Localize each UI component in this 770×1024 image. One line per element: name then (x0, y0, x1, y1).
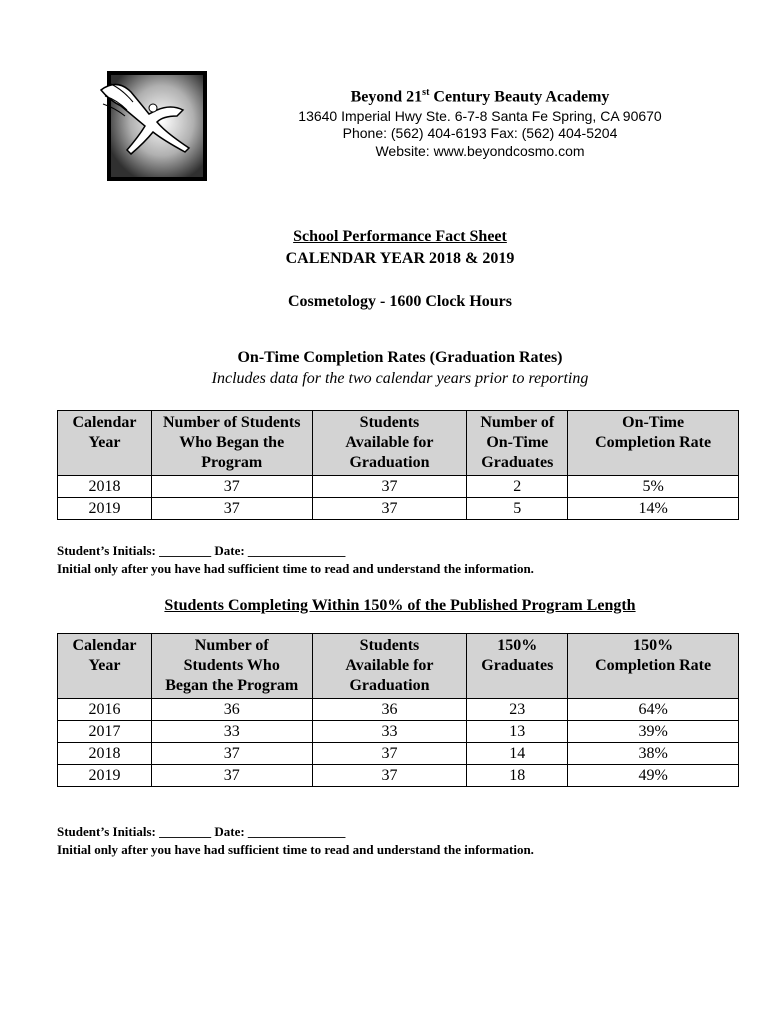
column-header-line: On-Time (486, 434, 549, 451)
table-row (58, 699, 739, 721)
academy-logo (97, 70, 209, 182)
table-cell: 14% (568, 498, 739, 520)
school-website: Website: www.beyondcosmo.com (375, 143, 585, 159)
column-header-line: On-Time (622, 414, 685, 431)
student-initials-line: Student’s Initials: ________ Date: _______________ (57, 543, 346, 558)
column-header-line: Graduates (481, 454, 554, 471)
table-cell: 5 (467, 498, 568, 520)
table-cell: 37 (151, 765, 312, 787)
school-name: Beyond 21st Century Beauty Academy (350, 87, 610, 106)
student-initials-line: Student’s Initials: ________ Date: _______________ (57, 824, 346, 839)
table-cell: 2019 (58, 765, 152, 787)
column-header-line: Number of (480, 414, 555, 431)
table-cell: 13 (467, 721, 568, 743)
table-row (58, 743, 739, 765)
initials-instruction: Initial only after you have had sufficient time to read and understand the information. (57, 561, 534, 576)
table-cell: 2016 (58, 699, 152, 721)
section1-subheading: Includes data for the two calendar years prior to reporting (211, 370, 589, 387)
table-cell: 37 (151, 476, 312, 498)
column-header-line: Students (359, 414, 420, 431)
column-header-line: Year (88, 657, 121, 674)
table-cell: 49% (568, 765, 739, 787)
column-header (312, 411, 467, 476)
table-cell: 39% (568, 721, 739, 743)
on-time-completion-table (57, 410, 739, 520)
column-header (151, 634, 312, 699)
column-header (312, 634, 467, 699)
column-header-line: Calendar (72, 637, 137, 654)
table-cell: 14 (467, 743, 568, 765)
table-cell: 2018 (58, 743, 152, 765)
table-row (58, 476, 739, 498)
program-title: Cosmetology - 1600 Clock Hours (288, 293, 512, 310)
table-cell: 33 (312, 721, 467, 743)
table-cell: 64% (568, 699, 739, 721)
table-cell: 37 (151, 743, 312, 765)
table-cell: 36 (151, 699, 312, 721)
column-header-line: Began the Program (165, 677, 299, 694)
school-phone: Phone: (562) 404-6193 Fax: (562) 404-5204 (342, 125, 618, 141)
column-header-line: Year (88, 434, 121, 451)
table-cell: 2019 (58, 498, 152, 520)
table-header-row (58, 411, 739, 476)
table-cell: 23 (467, 699, 568, 721)
table-cell: 33 (151, 721, 312, 743)
table-cell: 37 (312, 476, 467, 498)
column-header (568, 634, 739, 699)
column-header-line: Number of (194, 637, 269, 654)
table-row (58, 498, 739, 520)
column-header-line: Calendar (72, 414, 137, 431)
column-header (58, 634, 152, 699)
table-cell: 36 (312, 699, 467, 721)
table-header-row (58, 634, 739, 699)
column-header (568, 411, 739, 476)
column-header-line: Students (359, 637, 420, 654)
column-header (151, 411, 312, 476)
column-header-line: Available for (345, 657, 434, 674)
column-header-line: Students Who (183, 657, 280, 674)
initials-instruction: Initial only after you have had sufficient time to read and understand the information. (57, 842, 534, 857)
column-header (58, 411, 152, 476)
table-cell: 5% (568, 476, 739, 498)
column-header-line: Graduation (349, 677, 430, 694)
calendar-year-title: CALENDAR YEAR 2018 & 2019 (285, 250, 515, 267)
column-header-line: Who Began the (179, 434, 285, 451)
table-cell: 2017 (58, 721, 152, 743)
table-row (58, 721, 739, 743)
school-address: 13640 Imperial Hwy Ste. 6-7-8 Santa Fe Spring, CA 90670 (298, 108, 662, 124)
column-header-line: Completion Rate (595, 657, 712, 674)
table-cell: 37 (312, 765, 467, 787)
table-cell: 2018 (58, 476, 152, 498)
column-header-line: Program (201, 454, 263, 471)
column-header-line: Completion Rate (595, 434, 712, 451)
table-cell: 37 (312, 498, 467, 520)
150-percent-completion-table (57, 633, 739, 787)
column-header-line: Graduation (349, 454, 430, 471)
column-header-line: Available for (345, 434, 434, 451)
column-header (467, 411, 568, 476)
table-cell: 2 (467, 476, 568, 498)
fact-sheet-title: School Performance Fact Sheet (293, 228, 507, 245)
section1-heading: On-Time Completion Rates (Graduation Rates) (237, 349, 563, 366)
table-cell: 38% (568, 743, 739, 765)
column-header (467, 634, 568, 699)
table-cell: 18 (467, 765, 568, 787)
column-header-line: Graduates (481, 657, 554, 674)
section2-heading: Students Completing Within 150% of the Published Program Length (164, 597, 636, 614)
column-header-line: Number of Students (162, 414, 301, 431)
table-cell: 37 (151, 498, 312, 520)
table-cell: 37 (312, 743, 467, 765)
column-header-line: 150% (497, 637, 538, 654)
table-row (58, 765, 739, 787)
column-header-line: 150% (633, 637, 674, 654)
